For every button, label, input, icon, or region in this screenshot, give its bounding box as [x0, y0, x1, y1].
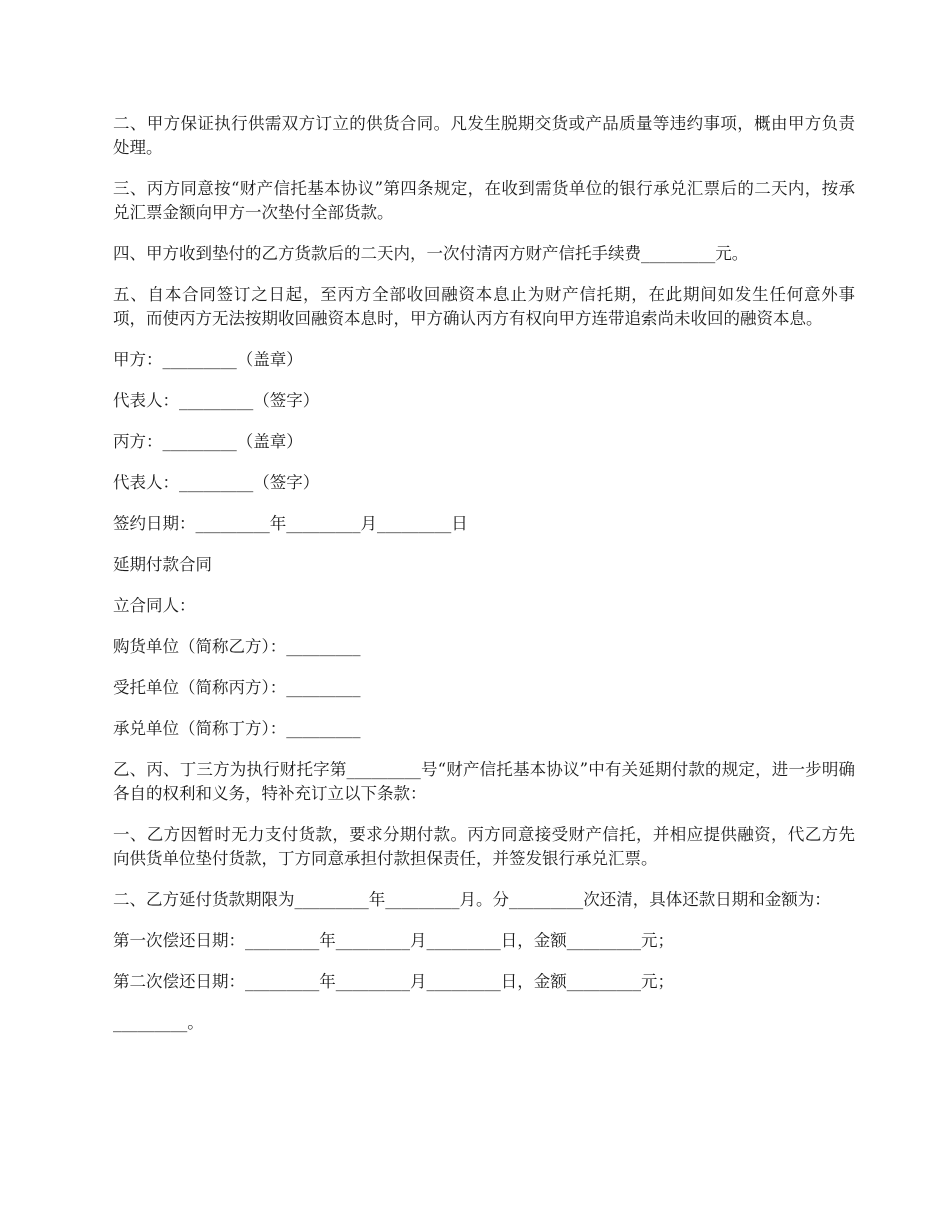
clause-3-advance-payment: 三、丙方同意按“财产信托基本协议”第四条规定，在收到需货单位的银行承兑汇票后的二天内，按承兑汇票金额向甲方一次垫付全部货款。	[113, 179, 855, 222]
clause-5-trust-period: 五、自本合同签订之日起，至丙方全部收回融资本息止为财产信托期，在此期间如发生任何意外事项，而使丙方无法按期收回融资本息时，甲方确认丙方有权向甲方连带追索尚未收回的融资本息。	[113, 285, 855, 328]
party-c-representative-line: 代表人：_________（签字）	[113, 473, 320, 492]
document-page	[113, 112, 855, 1052]
clause-4-trust-fee: 四、甲方收到垫付的乙方货款后的二天内，一次付清丙方财产信托手续费_________元。	[113, 244, 749, 263]
acceptor-party-line: 承兑单位（简称丁方）：_________	[113, 719, 361, 738]
article-1-installment: 一、乙方因暂时无力支付货款，要求分期付款。丙方同意接受财产信托，并相应提供融资，代乙方先向供货单位垫付货款，丁方同意承担付款担保责任，并签发银行承兑汇票。	[113, 825, 855, 868]
contract-title: 延期付款合同	[113, 555, 212, 574]
party-a-seal-line: 甲方：_________（盖章）	[113, 350, 303, 369]
preamble-paragraph: 乙、丙、丁三方为执行财托字第_________号“财产信托基本协议”中有关延期付款的规定，进一步明确各自的权利和义务，特补充订立以下条款：	[113, 760, 855, 803]
contracting-parties-heading: 立合同人：	[113, 596, 196, 615]
second-repayment-line: 第二次偿还日期：_________年_________月_________日，金额_________元；	[113, 972, 674, 991]
clause-2-supply-contract: 二、甲方保证执行供需双方订立的供货合同。凡发生脱期交货或产品质量等违约事项，概由甲方负责处理。	[113, 114, 855, 157]
party-a-representative-line: 代表人：_________（签字）	[113, 391, 320, 410]
first-repayment-line: 第一次偿还日期：_________年_________月_________日，金额_________元；	[113, 931, 674, 950]
article-2-deferral-term: 二、乙方延付货款期限为_________年_________月。分_________次还清，具体还款日期和金额为：	[113, 890, 831, 909]
party-c-seal-line: 丙方：_________（盖章）	[113, 432, 303, 451]
trailing-blank-line: _________。	[113, 1013, 204, 1032]
trustee-party-line: 受托单位（简称丙方）：_________	[113, 678, 361, 697]
buyer-party-line: 购货单位（简称乙方）：_________	[113, 637, 361, 656]
signing-date-line: 签约日期：_________年_________月_________日	[113, 514, 468, 533]
